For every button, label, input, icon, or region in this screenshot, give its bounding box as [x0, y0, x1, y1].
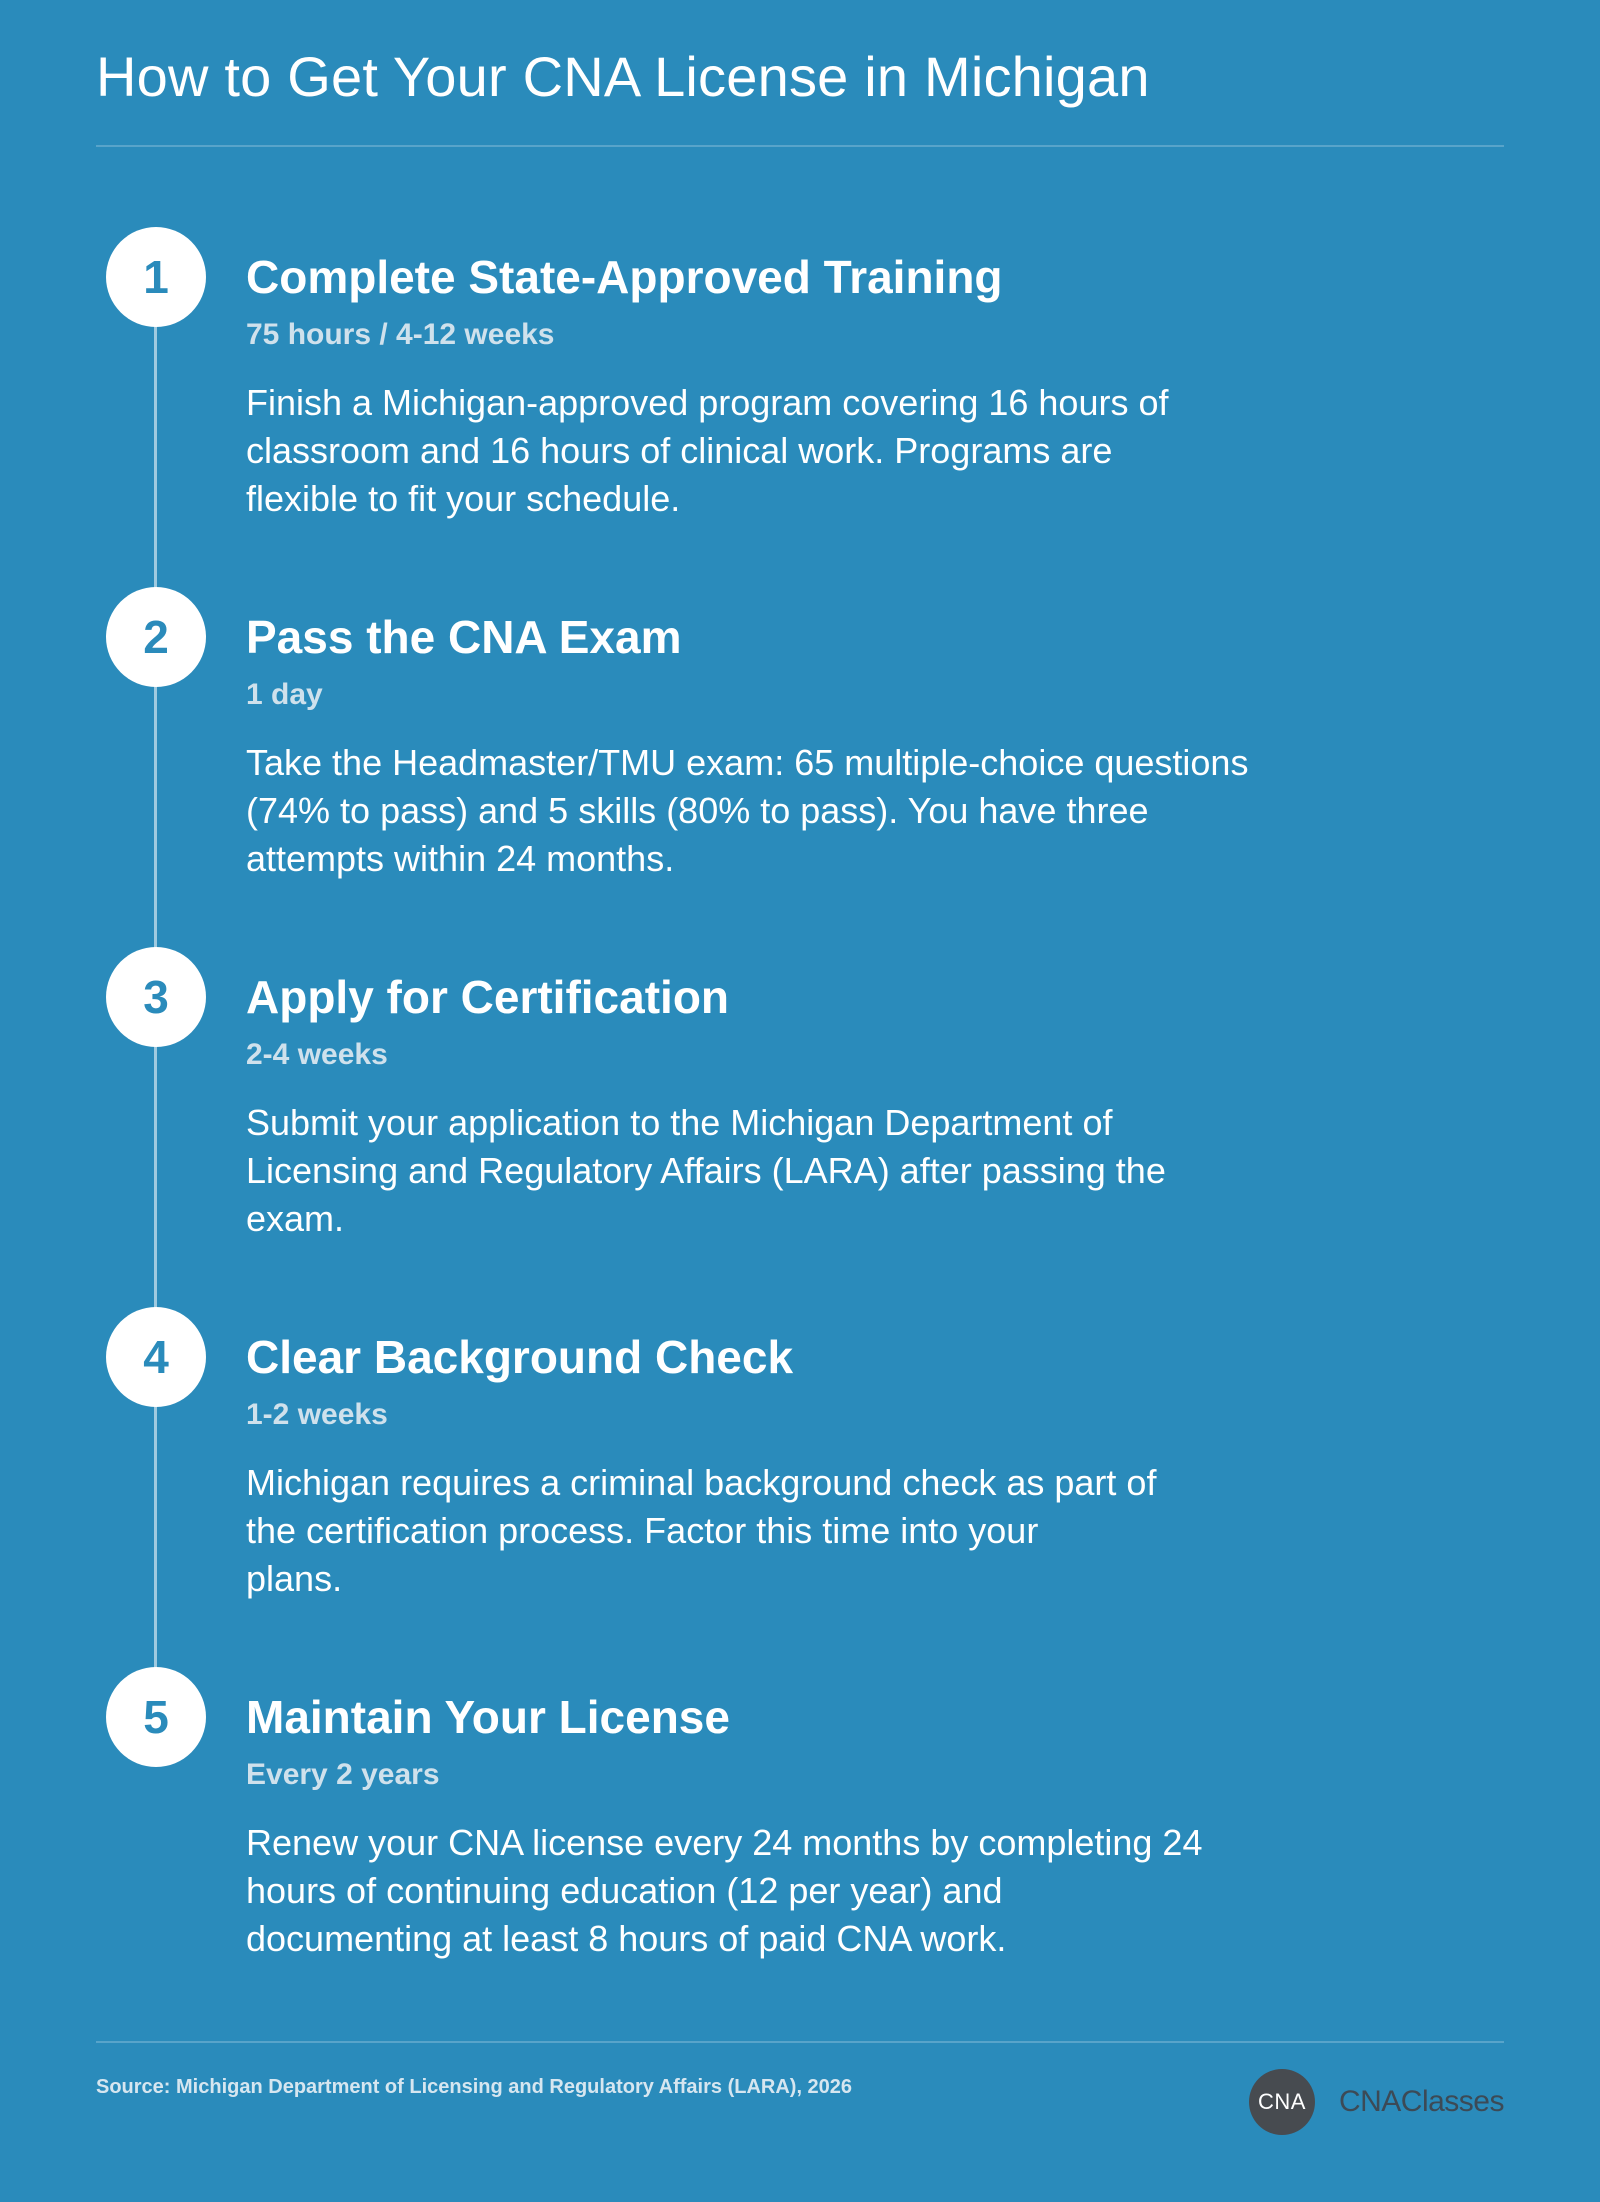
- step-title: Apply for Certification: [246, 971, 730, 1023]
- step-number-badge: 5: [106, 1667, 206, 1767]
- step-duration: 75 hours / 4-12 weeks: [246, 318, 555, 351]
- source-note: Source: Michigan Department of Licensing and Regulatory Affairs (LARA), 2026: [96, 2076, 853, 2098]
- footer-divider: [96, 2041, 1504, 2043]
- step-title: Clear Background Check: [246, 1331, 794, 1383]
- step-duration: Every 2 years: [246, 1758, 440, 1791]
- step-description: Take the Headmaster/TMU exam: 65 multiple-choice questions (74% to pass) and 5 skills (80% to pass). You have three attempts within 24 months.: [246, 742, 1249, 879]
- step-duration: 1 day: [246, 678, 323, 711]
- brand-logo: [1249, 2068, 1504, 2136]
- header: [96, 42, 1504, 112]
- step-duration: 1-2 weeks: [246, 1398, 388, 1431]
- step-description: Finish a Michigan-approved program covering 16 hours of classroom and 16 hours of clinical work. Programs are flexible to fit your schedule.: [246, 382, 1169, 519]
- brand-name: CNAClasses: [1338, 2085, 1504, 2118]
- step-description: Renew your CNA license every 24 months by completing 24 hours of continuing education (12 per year) and documenting at least 8 hours of paid CNA work.: [246, 1822, 1203, 1959]
- cna-logo-icon: CNA: [1249, 2069, 1315, 2135]
- step-description: Michigan requires a criminal background check as part of the certification process. Factor this time into your plans.: [246, 1462, 1157, 1599]
- step-duration: 2-4 weeks: [246, 1038, 388, 1071]
- step-number-badge: 3: [106, 947, 206, 1047]
- step-title: Complete State-Approved Training: [246, 251, 1003, 303]
- step-number-badge: 4: [106, 1307, 206, 1407]
- page-title: How to Get Your CNA License in Michigan: [96, 45, 1150, 108]
- step-number-badge: 2: [106, 587, 206, 687]
- step-content: [246, 1667, 1346, 1963]
- step-description: Submit your application to the Michigan Department of Licensing and Regulatory Affairs (LARA) after passing the exam.: [246, 1102, 1166, 1239]
- step-title: Pass the CNA Exam: [246, 611, 682, 663]
- step-content: [246, 587, 1346, 883]
- header-divider: [96, 145, 1504, 147]
- step-content: [246, 227, 1346, 523]
- step-title: Maintain Your License: [246, 1691, 730, 1743]
- step-content: [246, 947, 1346, 1243]
- step-content: [246, 1307, 1346, 1603]
- step-number-badge: 1: [106, 227, 206, 327]
